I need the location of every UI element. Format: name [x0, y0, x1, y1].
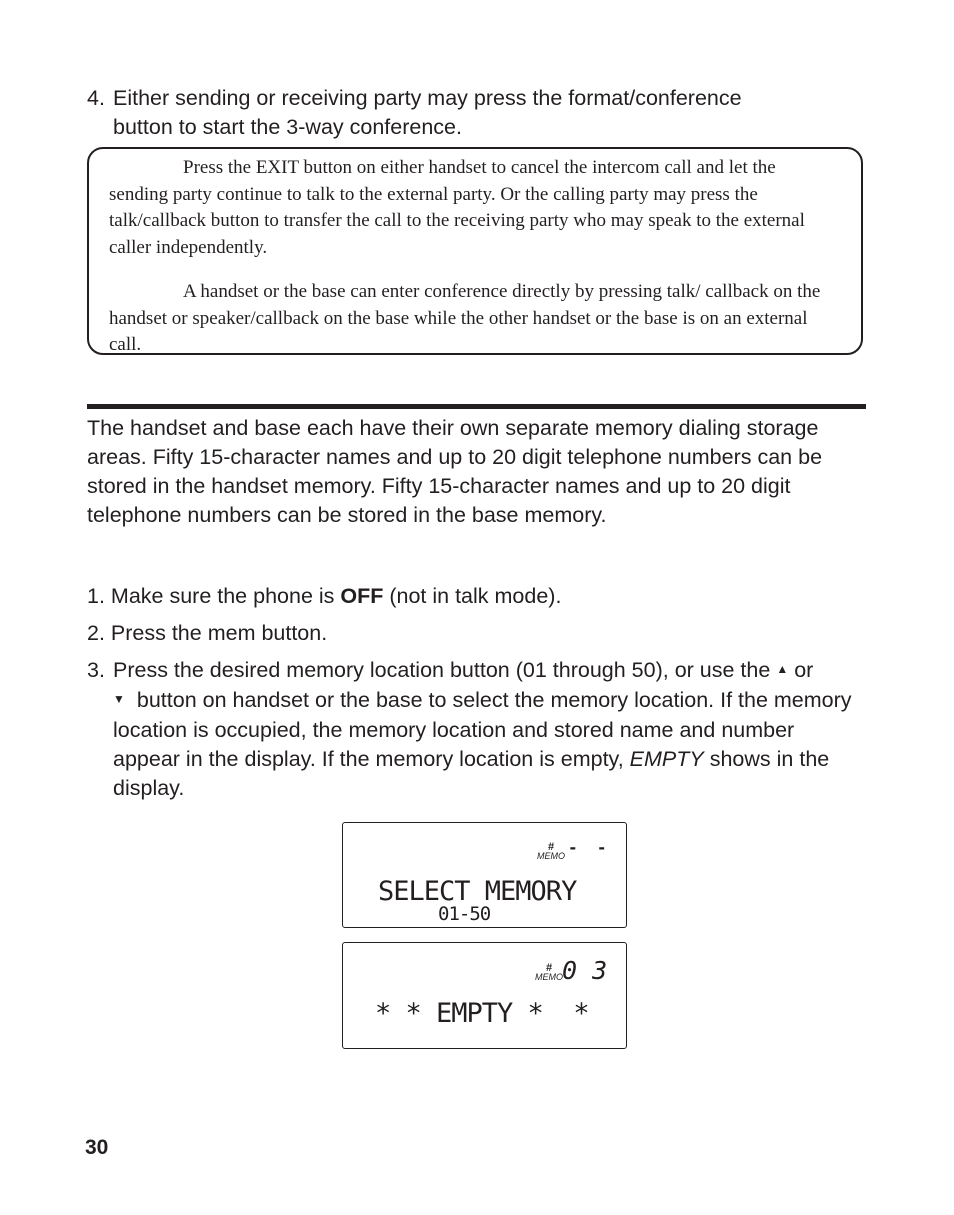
step-3-or: or [794, 658, 814, 682]
memo-label: MEMO [535, 972, 563, 982]
up-arrow-icon: ▲ [776, 661, 789, 676]
lcd-display-select-memory [342, 822, 627, 928]
step-3-text-1: Press the desired memory location button (01 through 50), or use the [113, 658, 771, 682]
hash-icon: # [545, 962, 553, 974]
section-divider [87, 404, 866, 409]
step-4-line-2: button to start the 3-way conference. [113, 115, 462, 139]
page-number: 30 [85, 1136, 109, 1159]
lcd-line-1: * * EMPTY * * [375, 998, 589, 1029]
note-paragraph-1: Press the EXIT button on either handset to cancel the intercom call and let the sending party continue to talk to the external party. Or the calling party may press the talk/callback button to transfer the call to the receiving party who may speak to the external caller independently. [109, 157, 805, 258]
step-3-italic: EMPTY [629, 746, 704, 771]
intro-paragraph: The handset and base each have their own separate memory dialing storage areas. Fifty 15-character names and up to 20 digit telephone numbers can be stored in the handset memory. Fifty 15-character names and up to 20 digit telephone numbers can be stored in the base memory. [87, 416, 823, 527]
note-paragraph-2: A handset or the base can enter conference directly by pressing talk/ callback on the handset or speaker/callback on the base while the other handset or the base is on an external call. [109, 281, 821, 355]
step-1 [87, 582, 867, 611]
lcd-memory-digits: 0 3 [562, 956, 608, 985]
step-3-text-3: shows in the display. [113, 746, 830, 800]
step-3-text-2: button on handset or the base to select the memory location. If the memory location is occupied, the memory location and stored name and number appear in the display. If the memory location is empty, [113, 687, 852, 771]
hash-icon: # [547, 841, 555, 853]
steps-list [87, 582, 867, 803]
step-1-text: 1. Make sure the phone is [87, 584, 341, 608]
memo-indicator [535, 964, 563, 982]
down-arrow-icon: ▼ [113, 691, 125, 706]
note-box [87, 147, 863, 355]
step-1-suffix: (not in talk mode). [383, 584, 562, 608]
memo-indicator [537, 843, 565, 861]
lcd-display-empty [342, 942, 627, 1049]
lcd-line-1: SELECT MEMORY [378, 876, 577, 907]
step-4-line-1: Either sending or receiving party may press the format/conference [113, 86, 742, 110]
step-2: 2. Press the mem button. [87, 621, 328, 645]
step-3 [87, 656, 867, 803]
step-3-number: 3. [87, 658, 105, 682]
lcd-line-2: 01-50 [438, 903, 491, 925]
step-3-body [87, 656, 867, 803]
step-4 [87, 84, 847, 142]
step-1-bold: OFF [340, 584, 384, 608]
step-4-number: 4. [87, 86, 105, 110]
memo-label: MEMO [537, 851, 565, 861]
lcd-memory-digits: - - [568, 838, 607, 857]
